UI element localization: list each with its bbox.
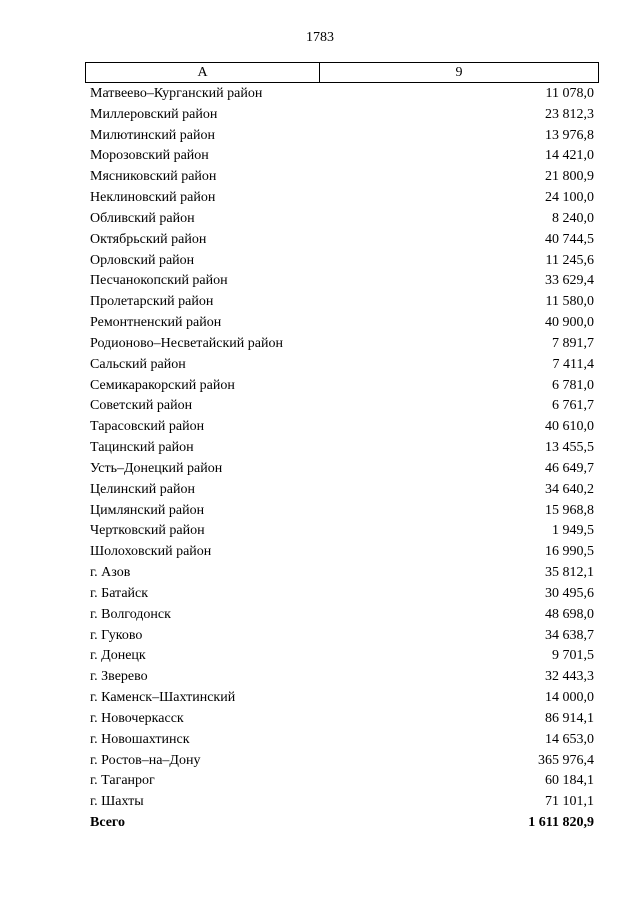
- table-row: [90, 480, 594, 501]
- row-name: г. Каменск–Шахтинский: [90, 690, 236, 706]
- total-label: Всего: [90, 814, 125, 830]
- row-name: Морозовский район: [90, 148, 209, 164]
- table-row: [90, 771, 594, 792]
- table-row: [90, 667, 594, 688]
- row-value: 16 990,5: [545, 544, 594, 560]
- row-name: Песчанокопский район: [90, 273, 228, 289]
- row-name: Советский район: [90, 398, 193, 414]
- row-name: Пролетарский район: [90, 294, 214, 310]
- column-header-a: А: [86, 63, 320, 82]
- row-name: Орловский район: [90, 252, 195, 268]
- row-value: 30 495,6: [545, 585, 594, 601]
- row-name: Сальский район: [90, 356, 186, 372]
- row-name: Семикаракорский район: [90, 377, 235, 393]
- table-row: [90, 230, 594, 251]
- row-value: 33 629,4: [545, 273, 594, 289]
- row-value: 35 812,1: [545, 565, 594, 581]
- row-name: г. Азов: [90, 565, 131, 581]
- table-body: [90, 84, 594, 834]
- row-name: г. Таганрог: [90, 773, 155, 789]
- table-row: [90, 313, 594, 334]
- row-name: Тацинский район: [90, 440, 194, 456]
- row-name: г. Зверево: [90, 669, 148, 685]
- row-value: 13 976,8: [545, 127, 594, 143]
- table-row: [90, 521, 594, 542]
- row-name: г. Новочеркасск: [90, 710, 184, 726]
- row-value: 11 580,0: [545, 294, 594, 310]
- row-value: 6 761,7: [552, 398, 594, 414]
- row-value: 48 698,0: [545, 606, 594, 622]
- table-row: [90, 146, 594, 167]
- row-value: 60 184,1: [545, 773, 594, 789]
- column-header-9: 9: [455, 65, 463, 80]
- row-value: 40 744,5: [545, 231, 594, 247]
- row-value: 7 891,7: [552, 335, 594, 351]
- table-row: [90, 584, 594, 605]
- row-name: Мясниковский район: [90, 169, 217, 185]
- table-row: [90, 751, 594, 772]
- row-name: г. Батайск: [90, 585, 149, 601]
- total-value: 1 611 820,9: [528, 814, 594, 830]
- table-row: [90, 730, 594, 751]
- row-value: 40 610,0: [545, 419, 594, 435]
- table-row: [90, 542, 594, 563]
- row-name: г. Донецк: [90, 648, 146, 664]
- table-row: [90, 688, 594, 709]
- row-name: Усть–Донецкий район: [90, 460, 223, 476]
- row-value: 9 701,5: [552, 648, 594, 664]
- row-value: 23 812,3: [545, 106, 594, 122]
- table-row: [90, 271, 594, 292]
- row-name: Ремонтненский район: [90, 315, 222, 331]
- table-row: [90, 709, 594, 730]
- row-name: Октябрьский район: [90, 231, 207, 247]
- table-row: [90, 334, 594, 355]
- row-value: 34 640,2: [545, 481, 594, 497]
- row-value: 34 638,7: [545, 627, 594, 643]
- table-row: [90, 105, 594, 126]
- table-row: [90, 355, 594, 376]
- table-row: [90, 292, 594, 313]
- row-value: 6 781,0: [552, 377, 594, 393]
- row-value: 11 078,0: [545, 86, 594, 101]
- table-row: [90, 84, 594, 105]
- table-row: [90, 646, 594, 667]
- row-name: Миллеровский район: [90, 106, 218, 122]
- row-name: г. Ростов–на–Дону: [90, 752, 201, 768]
- table-row: [90, 188, 594, 209]
- row-value: 86 914,1: [545, 710, 594, 726]
- table-row: [90, 251, 594, 272]
- row-name: Родионово–Несветайский район: [90, 335, 283, 351]
- table-row: [90, 396, 594, 417]
- row-name: Тарасовский район: [90, 419, 205, 435]
- row-value: 15 968,8: [545, 502, 594, 518]
- row-value: 46 649,7: [545, 460, 594, 476]
- row-name: Матвеево–Курганский район: [90, 86, 263, 101]
- table-row: [90, 563, 594, 584]
- row-value: 11 245,6: [545, 252, 594, 268]
- row-name: Целинский район: [90, 481, 195, 497]
- row-value: 8 240,0: [552, 210, 594, 226]
- table-header: [85, 62, 599, 83]
- row-value: 21 800,9: [545, 169, 594, 185]
- row-name: г. Новошахтинск: [90, 731, 190, 747]
- row-name: Цимлянский район: [90, 502, 205, 518]
- table-row: [90, 605, 594, 626]
- row-value: 1 949,5: [552, 523, 594, 539]
- row-name: Обливский район: [90, 210, 195, 226]
- row-name: г. Волгодонск: [90, 606, 171, 622]
- table-row: [90, 167, 594, 188]
- row-value: 14 421,0: [545, 148, 594, 164]
- row-name: г. Гуково: [90, 627, 143, 643]
- table-row: [90, 376, 594, 397]
- table-row: [90, 438, 594, 459]
- row-value: 24 100,0: [545, 190, 594, 206]
- row-name: Чертковский район: [90, 523, 205, 539]
- table-row: [90, 501, 594, 522]
- row-value: 32 443,3: [545, 669, 594, 685]
- row-value: 14 000,0: [545, 690, 594, 706]
- page-number: 1783: [306, 30, 334, 45]
- row-name: Неклиновский район: [90, 190, 216, 206]
- row-value: 40 900,0: [545, 315, 594, 331]
- row-value: 13 455,5: [545, 440, 594, 456]
- table-row: [90, 209, 594, 230]
- table-row: [90, 626, 594, 647]
- row-value: 7 411,4: [552, 356, 594, 372]
- table-row: [90, 459, 594, 480]
- row-value: 14 653,0: [545, 731, 594, 747]
- row-name: Милютинский район: [90, 127, 216, 143]
- table-row: [90, 792, 594, 813]
- row-name: Шолоховский район: [90, 544, 212, 560]
- table-row: [90, 417, 594, 438]
- row-value: 71 101,1: [545, 794, 594, 810]
- table-row: [90, 126, 594, 147]
- row-name: г. Шахты: [90, 794, 144, 810]
- row-value: 365 976,4: [538, 752, 594, 768]
- total-row: [90, 813, 594, 834]
